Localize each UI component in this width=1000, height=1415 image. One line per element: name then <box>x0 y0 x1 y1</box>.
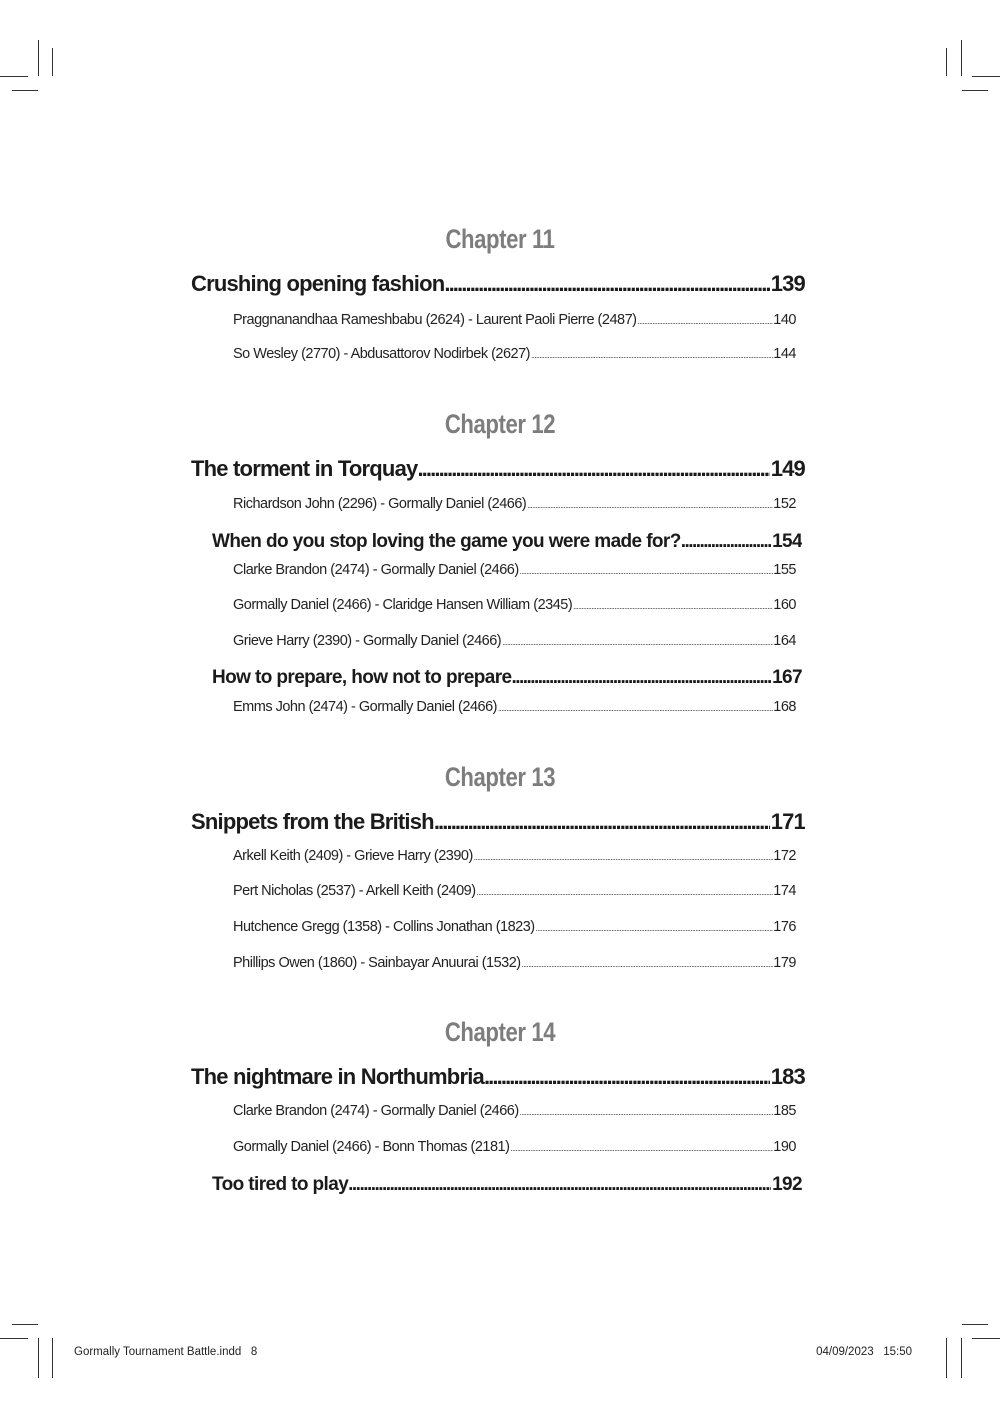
page-number: 183 <box>770 1064 805 1089</box>
page-number: 176 <box>773 919 796 935</box>
toc-game-entry[interactable] <box>233 595 796 617</box>
section-title: Too tired to play <box>212 1174 349 1195</box>
crop-mark <box>52 1338 53 1378</box>
toc-game-entry[interactable] <box>233 631 796 653</box>
toc-section-entry[interactable] <box>191 270 805 298</box>
game-title: Arkell Keith (2409) - Grieve Harry (2390) <box>233 848 473 864</box>
toc-section-entry[interactable] <box>191 808 805 836</box>
crop-mark <box>12 1324 38 1325</box>
toc-game-entry[interactable] <box>233 1101 796 1123</box>
game-title: Pert Nicholas (2537) - Arkell Keith (2409) <box>233 883 476 899</box>
toc-game-entry[interactable] <box>233 881 796 903</box>
game-title: So Wesley (2770) - Abdusattorov Nodirbek (2627) <box>233 346 531 362</box>
dot-leader <box>434 808 770 836</box>
toc-game-entry[interactable] <box>233 697 796 719</box>
page-number: 190 <box>773 1139 796 1155</box>
page-number: 185 <box>773 1103 796 1119</box>
game-title: Richardson John (2296) - Gormally Daniel (2466) <box>233 496 527 512</box>
page-number: 149 <box>770 456 805 481</box>
game-title: Phillips Owen (1860) - Sainbayar Anuurai (1532) <box>233 955 521 971</box>
crop-mark <box>52 48 53 76</box>
section-title: How to prepare, how not to prepare <box>212 667 512 688</box>
dot-leader <box>637 310 773 332</box>
crop-mark <box>972 76 1000 77</box>
game-title: Praggnanandhaa Rameshbabu (2624) - Laurent Paoli Pierre (2487) <box>233 312 637 328</box>
crop-mark <box>946 1338 947 1378</box>
dot-leader <box>417 455 769 483</box>
crop-mark <box>0 1338 28 1339</box>
page-number: 155 <box>773 562 796 578</box>
dot-leader <box>474 846 774 868</box>
section-title: The nightmare in Northumbria <box>191 1064 484 1089</box>
page-number: 192 <box>772 1174 802 1195</box>
crop-mark <box>961 40 962 76</box>
toc-game-entry[interactable] <box>233 953 796 975</box>
page-number: 164 <box>773 633 796 649</box>
toc-subsection-entry[interactable] <box>212 529 802 555</box>
slug-datetime: 04/09/2023 15:50 <box>816 1346 912 1358</box>
crop-mark <box>962 90 988 91</box>
toc-subsection-entry[interactable] <box>212 1172 802 1198</box>
chapter-heading: Chapter 14 <box>444 1017 556 1047</box>
chapter-heading: Chapter 13 <box>444 762 556 792</box>
page-number: 179 <box>773 955 796 971</box>
dot-leader <box>511 665 771 691</box>
game-title: Gormally Daniel (2466) - Claridge Hansen William (2345) <box>233 597 573 613</box>
page-number: 171 <box>770 809 805 834</box>
section-title: When do you stop loving the game you were made for? <box>212 531 681 552</box>
dot-leader <box>573 595 773 617</box>
crop-mark <box>0 76 28 77</box>
toc-subsection-entry[interactable] <box>212 665 802 691</box>
dot-leader <box>444 270 769 298</box>
crop-mark <box>972 1338 1000 1339</box>
page-number: 140 <box>773 312 796 328</box>
toc-game-entry[interactable] <box>233 310 796 332</box>
page-number: 174 <box>773 883 796 899</box>
dot-leader <box>477 881 774 903</box>
dot-leader <box>522 953 774 975</box>
dot-leader <box>536 917 774 939</box>
crop-mark <box>38 40 39 76</box>
page-number: 160 <box>773 597 796 613</box>
page-number: 172 <box>773 848 796 864</box>
game-title: Hutchence Gregg (1358) - Collins Jonathan (1823) <box>233 919 535 935</box>
dot-leader <box>681 529 771 555</box>
game-title: Gormally Daniel (2466) - Bonn Thomas (2181) <box>233 1139 510 1155</box>
page-number: 144 <box>773 346 796 362</box>
page-number: 168 <box>773 699 796 715</box>
game-title: Grieve Harry (2390) - Gormally Daniel (2466) <box>233 633 502 649</box>
toc-section-entry[interactable] <box>191 1063 805 1091</box>
game-title: Clarke Brandon (2474) - Gormally Daniel (2466) <box>233 1103 519 1119</box>
dot-leader <box>484 1063 770 1091</box>
toc-game-entry[interactable] <box>233 1137 796 1159</box>
toc-section-entry[interactable] <box>191 455 805 483</box>
page-number: 152 <box>773 496 796 512</box>
page-number: 167 <box>772 667 802 688</box>
dot-leader <box>520 560 774 582</box>
game-title: Emms John (2474) - Gormally Daniel (2466) <box>233 699 497 715</box>
crop-mark <box>962 1324 988 1325</box>
dot-leader <box>510 1137 773 1159</box>
section-title: Snippets from the British <box>191 809 434 834</box>
slug-filename: Gormally Tournament Battle.indd 8 <box>74 1346 258 1358</box>
toc-game-entry[interactable] <box>233 494 796 516</box>
chapter-heading: Chapter 12 <box>444 409 556 439</box>
section-title: The torment in Torquay <box>191 456 418 481</box>
toc-game-entry[interactable] <box>233 917 796 939</box>
crop-mark <box>946 48 947 76</box>
dot-leader <box>502 631 773 653</box>
chapter-heading: Chapter 11 <box>445 224 555 254</box>
page-number: 154 <box>772 531 802 552</box>
crop-mark <box>38 1338 39 1378</box>
toc-game-entry[interactable] <box>233 846 796 868</box>
page-number: 139 <box>770 271 805 296</box>
dot-leader <box>527 494 773 516</box>
crop-mark <box>961 1338 962 1378</box>
dot-leader <box>348 1172 771 1198</box>
dot-leader <box>531 344 773 366</box>
dot-leader <box>498 697 773 719</box>
toc-game-entry[interactable] <box>233 560 796 582</box>
dot-leader <box>520 1101 774 1123</box>
game-title: Clarke Brandon (2474) - Gormally Daniel (2466) <box>233 562 519 578</box>
section-title: Crushing opening fashion <box>191 271 445 296</box>
crop-mark <box>12 90 38 91</box>
toc-game-entry[interactable] <box>233 344 796 366</box>
